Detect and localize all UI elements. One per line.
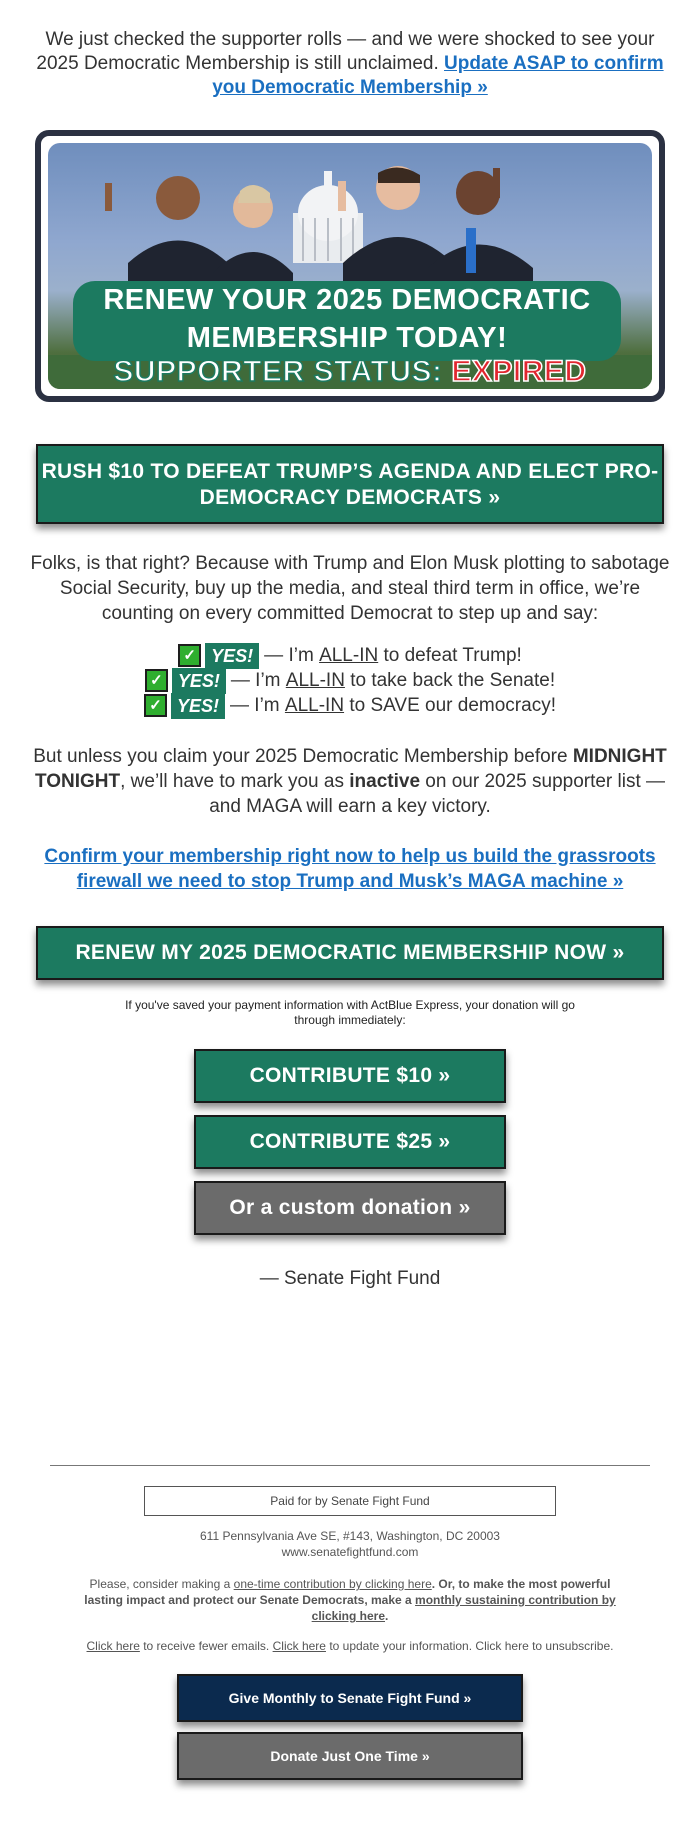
person-1-graphic: [105, 176, 228, 283]
checklist-emph: ALL-IN: [285, 670, 345, 691]
person-2-graphic: [213, 185, 293, 283]
rush-10-button[interactable]: RUSH $10 TO DEFEAT TRUMP’S AGENDA AND ELECT PRO-DEMOCRACY DEMOCRATS »: [36, 444, 664, 524]
one-time-contribution-link[interactable]: one-time contribution by clicking here: [233, 1577, 432, 1591]
confirm-membership-link[interactable]: Confirm your membership right now to help us build the grassroots firewall we need to stop Trump and Musk’s MAGA machine »: [44, 846, 656, 892]
footer-address-block: [0, 1528, 700, 1560]
update-membership-link[interactable]: Update ASAP to confirm you Democratic Membership »: [212, 53, 664, 98]
donate-one-time-button[interactable]: Donate Just One Time »: [177, 1732, 523, 1780]
give-monthly-button[interactable]: Give Monthly to Senate Fight Fund »: [177, 1674, 523, 1722]
update-info-link[interactable]: Click here: [272, 1639, 326, 1653]
yes-badge: YES!: [172, 668, 226, 694]
custom-donation-button[interactable]: Or a custom donation »: [194, 1181, 506, 1235]
checklist-post: to defeat Trump!: [383, 645, 522, 666]
hero-image-inner: [48, 143, 652, 389]
intro-paragraph: [0, 0, 700, 100]
checkmark-icon: ✓: [144, 694, 167, 717]
supporter-status-value: EXPIRED: [451, 355, 587, 388]
para2-inactive: inactive: [349, 771, 421, 792]
hero-headline-line2: MEMBERSHIP TODAY!: [186, 322, 508, 354]
fewer-emails-link[interactable]: Click here: [86, 1639, 140, 1653]
person-4-graphic: [428, 168, 533, 283]
checkmark-icon: ✓: [145, 669, 168, 692]
actblue-express-note: If you've saved your payment information with ActBlue Express, your donation will go through immediately:: [125, 998, 575, 1027]
para2-deadline: MIDNIGHT TONIGHT: [34, 746, 667, 792]
checklist-item: [0, 668, 700, 693]
body-paragraph-1: Folks, is that right? Because with Trump and Elon Musk plotting to sabotage Social Security, buy up the media, and steal third term in office, we’re counting on every committed Democrat to step up and say:: [30, 553, 670, 624]
hero-banner-image[interactable]: [35, 130, 665, 402]
checklist-emph: ALL-IN: [319, 645, 379, 666]
footer-email-prefs: [0, 1638, 700, 1654]
signature: — Senate Fight Fund: [259, 1268, 441, 1289]
footer-website: www.senatefightfund.com: [281, 1545, 419, 1559]
hero-headline-line1: RENEW YOUR 2025 DEMOCRATIC: [103, 284, 591, 316]
capitol-dome-graphic: [293, 171, 363, 263]
contribute-10-button[interactable]: CONTRIBUTE $10 »: [194, 1049, 506, 1103]
body-paragraph-2: [0, 744, 700, 819]
update-info-text: to update your information. Click here to unsubscribe.: [329, 1639, 614, 1653]
paid-for-box: Paid for by Senate Fight Fund: [144, 1486, 556, 1516]
checklist-pre: — I’m: [264, 645, 314, 666]
checkmark-icon: ✓: [178, 644, 201, 667]
para2-c: , we’ll have to mark you as: [120, 771, 344, 792]
checklist-post: to SAVE our democracy!: [349, 695, 556, 716]
checklist-emph: ALL-IN: [284, 695, 345, 716]
footer-contribution-note: [0, 1576, 700, 1624]
supporter-status-label: SUPPORTER STATUS:: [113, 355, 443, 388]
hero-headline: [73, 281, 621, 361]
supporter-status: [48, 355, 652, 389]
fewer-emails-text: to receive fewer emails.: [143, 1639, 270, 1653]
para2-e: on our 2025 supporter list — and MAGA will earn a key victory.: [209, 771, 666, 817]
contribute-25-button[interactable]: CONTRIBUTE $25 »: [194, 1115, 506, 1169]
checklist-item: [0, 693, 700, 718]
footer-consider-end: .: [385, 1609, 389, 1623]
footer-consider-b: . Or, to make the most powerful lasting impact and protect our Senate Democrats, make a: [84, 1577, 611, 1607]
checklist-post: to take back the Senate!: [350, 670, 556, 691]
yes-badge: YES!: [171, 693, 225, 719]
checklist: [0, 643, 700, 718]
monthly-contribution-link[interactable]: monthly sustaining contribution by clicking here: [311, 1593, 616, 1623]
confirm-paragraph: [0, 844, 700, 894]
checklist-pre: — I’m: [230, 695, 280, 716]
footer-consider-a: Please, consider making a: [89, 1577, 231, 1591]
footer-address: 611 Pennsylvania Ave SE, #143, Washington, DC 20003: [200, 1529, 500, 1543]
renew-membership-button[interactable]: RENEW MY 2025 DEMOCRATIC MEMBERSHIP NOW »: [36, 926, 664, 980]
checklist-pre: — I’m: [230, 670, 281, 691]
para2-a: But unless you claim your 2025 Democratic Membership before: [33, 746, 568, 767]
yes-badge: YES!: [205, 643, 259, 669]
intro-text: We just checked the supporter rolls — and we were shocked to see your 2025 Democratic Membership is still unclaimed.: [36, 29, 655, 74]
checklist-item: [0, 643, 700, 668]
